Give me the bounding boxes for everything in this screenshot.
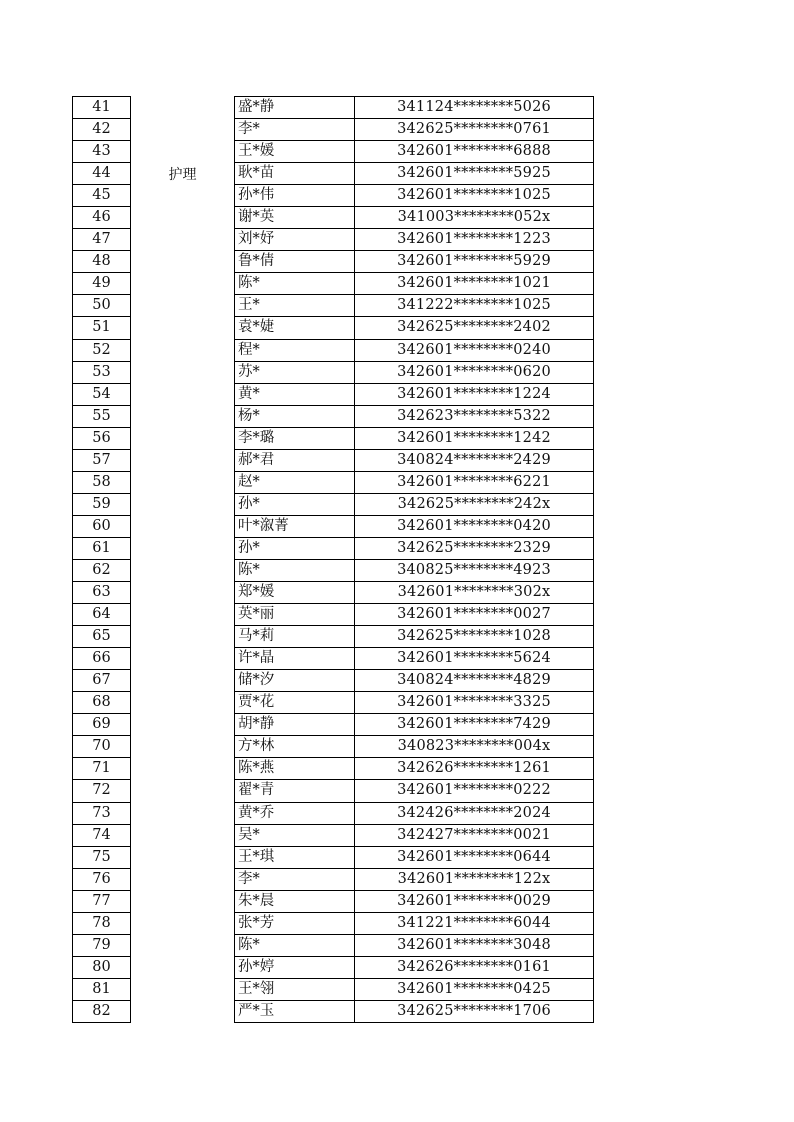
roster-sheet: [72, 96, 594, 1023]
id-number: 340825********4923: [355, 559, 594, 581]
row-number: 81: [73, 978, 131, 1000]
row-number: 65: [73, 626, 131, 648]
person-name: 胡*静: [235, 714, 355, 736]
id-number: 342601********7429: [355, 714, 594, 736]
id-number: 342601********1224: [355, 383, 594, 405]
row-number: 63: [73, 582, 131, 604]
id-number: 342426********2024: [355, 802, 594, 824]
row-number: 54: [73, 383, 131, 405]
row-number: 62: [73, 559, 131, 581]
row-number: 44: [73, 163, 131, 185]
row-number: 59: [73, 493, 131, 515]
id-number: 342601********5925: [355, 163, 594, 185]
id-number: 342601********5929: [355, 251, 594, 273]
person-name: 翟*青: [235, 780, 355, 802]
row-number: 80: [73, 956, 131, 978]
row-number: 41: [73, 97, 131, 119]
person-name: 储*汐: [235, 670, 355, 692]
person-name: 程*: [235, 339, 355, 361]
id-number: 340823********004x: [355, 736, 594, 758]
person-name: 贾*花: [235, 692, 355, 714]
person-name: 黄*: [235, 383, 355, 405]
person-name: 王*琪: [235, 846, 355, 868]
id-number: 342601********1242: [355, 427, 594, 449]
row-number: 68: [73, 692, 131, 714]
row-number: 43: [73, 141, 131, 163]
id-number: 341003********052x: [355, 207, 594, 229]
person-name: 陈*: [235, 934, 355, 956]
row-number: 53: [73, 361, 131, 383]
person-name: 孙*伟: [235, 185, 355, 207]
id-number: 342427********0021: [355, 824, 594, 846]
person-name: 王*: [235, 295, 355, 317]
person-name: 杨*: [235, 405, 355, 427]
row-number: 52: [73, 339, 131, 361]
person-name: 李*璐: [235, 427, 355, 449]
person-name: 谢*英: [235, 207, 355, 229]
person-name: 苏*: [235, 361, 355, 383]
row-number: 60: [73, 515, 131, 537]
person-name: 陈*: [235, 273, 355, 295]
person-name: 严*玉: [235, 1000, 355, 1022]
row-number: 46: [73, 207, 131, 229]
id-number: 342601********1021: [355, 273, 594, 295]
id-number: 342601********0420: [355, 515, 594, 537]
row-number: 48: [73, 251, 131, 273]
id-number: 342601********0029: [355, 890, 594, 912]
row-number: 78: [73, 912, 131, 934]
row-number: 76: [73, 868, 131, 890]
row-number: 69: [73, 714, 131, 736]
person-name: 陈*燕: [235, 758, 355, 780]
id-number: 342601********0027: [355, 604, 594, 626]
person-name: 孙*婷: [235, 956, 355, 978]
id-number: 342601********0240: [355, 339, 594, 361]
id-number: 342601********3048: [355, 934, 594, 956]
id-number: 342601********5624: [355, 648, 594, 670]
row-number: 58: [73, 471, 131, 493]
id-number: 340824********2429: [355, 449, 594, 471]
id-number: 341222********1025: [355, 295, 594, 317]
id-number: 342601********1223: [355, 229, 594, 251]
id-number: 342623********5322: [355, 405, 594, 427]
person-name: 李*: [235, 868, 355, 890]
row-number: 61: [73, 537, 131, 559]
person-name: 刘*妤: [235, 229, 355, 251]
row-number: 67: [73, 670, 131, 692]
person-name: 黄*乔: [235, 802, 355, 824]
row-number: 42: [73, 119, 131, 141]
person-name: 王*媛: [235, 141, 355, 163]
row-number: 49: [73, 273, 131, 295]
row-number: 56: [73, 427, 131, 449]
person-name: 叶*溆菁: [235, 515, 355, 537]
person-name: 李*: [235, 119, 355, 141]
id-number: 342601********1025: [355, 185, 594, 207]
id-number: 342625********1028: [355, 626, 594, 648]
id-number: 342625********242x: [355, 493, 594, 515]
row-number: 74: [73, 824, 131, 846]
row-number: 55: [73, 405, 131, 427]
person-name: 郑*媛: [235, 582, 355, 604]
person-name: 英*丽: [235, 604, 355, 626]
id-number: 342601********302x: [355, 582, 594, 604]
person-name: 盛*静: [235, 97, 355, 119]
person-name: 陈*: [235, 559, 355, 581]
id-number: 342601********0222: [355, 780, 594, 802]
row-number: 50: [73, 295, 131, 317]
id-number: 342625********0761: [355, 119, 594, 141]
person-name: 王*翎: [235, 978, 355, 1000]
id-number: 341221********6044: [355, 912, 594, 934]
id-number: 340824********4829: [355, 670, 594, 692]
id-number: 342625********2329: [355, 537, 594, 559]
row-number: 77: [73, 890, 131, 912]
person-name: 袁*婕: [235, 317, 355, 339]
id-number: 342601********6221: [355, 471, 594, 493]
person-name: 朱*晨: [235, 890, 355, 912]
row-number: 45: [73, 185, 131, 207]
person-name: 方*林: [235, 736, 355, 758]
person-name: 赵*: [235, 471, 355, 493]
id-number: 342626********1261: [355, 758, 594, 780]
person-name: 孙*: [235, 493, 355, 515]
person-name: 孙*: [235, 537, 355, 559]
row-number: 73: [73, 802, 131, 824]
row-number: 79: [73, 934, 131, 956]
id-number: 342625********1706: [355, 1000, 594, 1022]
person-name: 耿*苗: [235, 163, 355, 185]
id-number: 342601********122x: [355, 868, 594, 890]
roster-body: [73, 97, 594, 1023]
id-number: 342601********0425: [355, 978, 594, 1000]
row-number: 82: [73, 1000, 131, 1022]
row-number: 70: [73, 736, 131, 758]
id-number: 342601********3325: [355, 692, 594, 714]
person-name: 郝*君: [235, 449, 355, 471]
person-name: 张*芳: [235, 912, 355, 934]
table-row: [73, 97, 594, 119]
row-number: 64: [73, 604, 131, 626]
roster-table: [72, 96, 594, 1023]
row-number: 71: [73, 758, 131, 780]
category-label: 护理: [168, 166, 197, 183]
person-name: 许*晶: [235, 648, 355, 670]
person-name: 鲁*倩: [235, 251, 355, 273]
id-number: 342601********0644: [355, 846, 594, 868]
row-number: 57: [73, 449, 131, 471]
person-name: 吴*: [235, 824, 355, 846]
row-number: 72: [73, 780, 131, 802]
id-number: 342626********0161: [355, 956, 594, 978]
category-cell: [131, 97, 235, 1023]
id-number: 341124********5026: [355, 97, 594, 119]
id-number: 342625********2402: [355, 317, 594, 339]
id-number: 342601********0620: [355, 361, 594, 383]
row-number: 51: [73, 317, 131, 339]
row-number: 75: [73, 846, 131, 868]
id-number: 342601********6888: [355, 141, 594, 163]
row-number: 47: [73, 229, 131, 251]
person-name: 马*莉: [235, 626, 355, 648]
row-number: 66: [73, 648, 131, 670]
